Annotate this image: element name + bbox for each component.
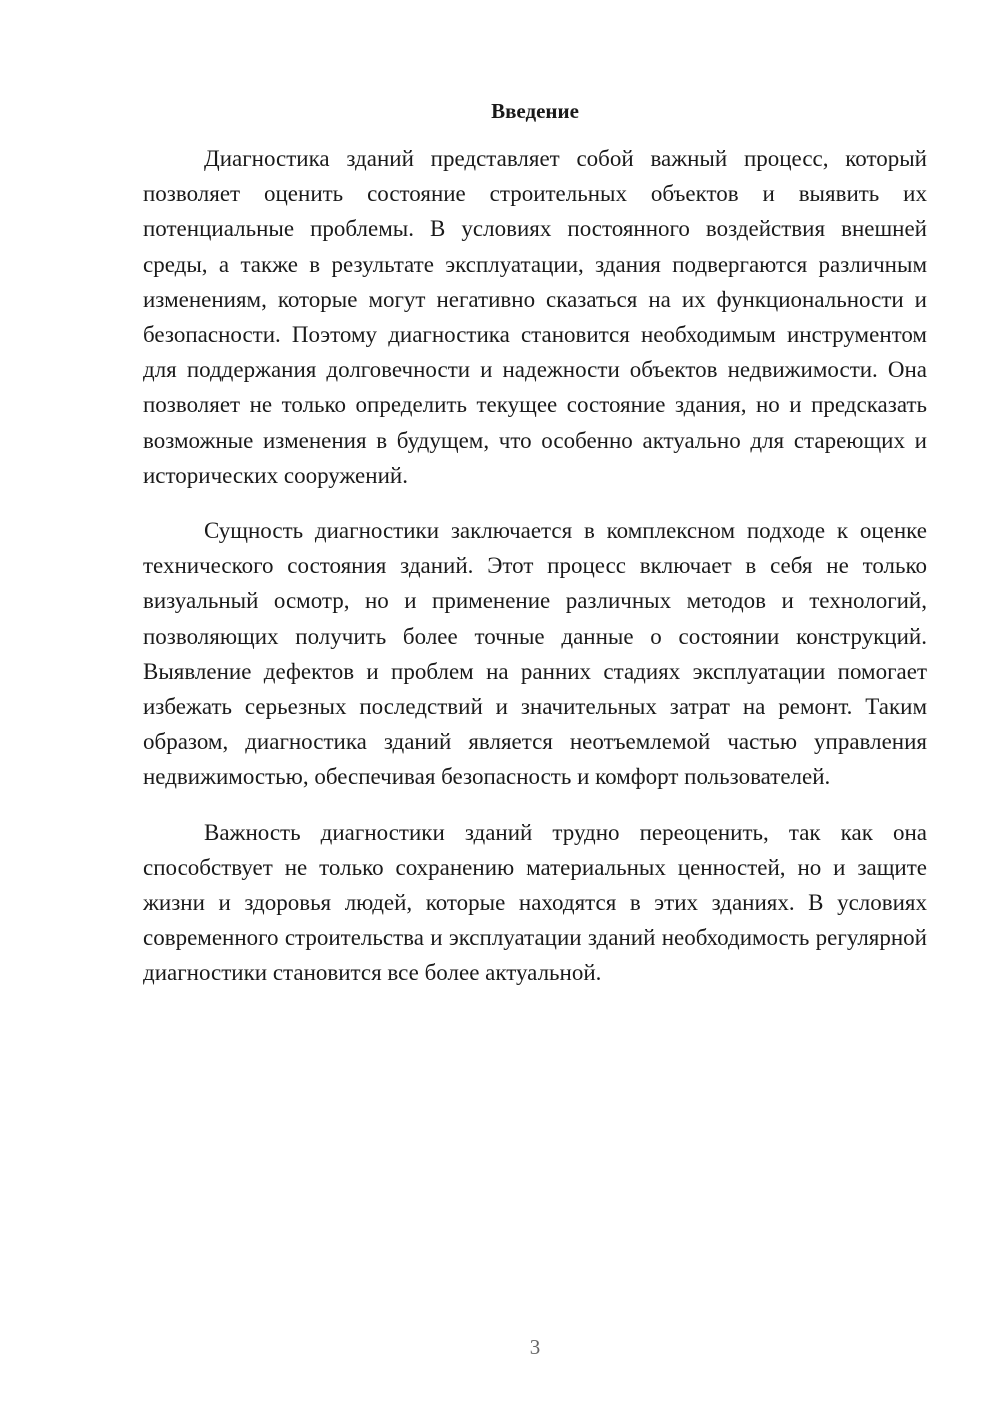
body-text bbox=[143, 141, 927, 1011]
page-number: 3 bbox=[529, 1335, 541, 1359]
paragraph-3: Важность диагностики зданий трудно переоценить, так как она способствует не только сохранению материальных ценностей, но и защите жизни и здоровья людей, которые находятся в этих зданиях. В условиях современного строительства и эксплуатации зданий необходимость регулярной диагностики становится все более актуальной. bbox=[143, 819, 927, 986]
paragraph-2: Сущность диагностики заключается в комплексном подходе к оценке технического состояния зданий. Этот процесс включает в себя не только визуальный осмотр, но и применение различных методов и технологий, позволяющих получить более точные данные о состоянии конструкций. Выявление дефектов и проблем на ранних стадиях эксплуатации помогает избежать серьезных последствий и значительных затрат на ремонт. Таким образом, диагностика зданий является неотъемлемой частью управления недвижимостью, обеспечивая безопасность и комфорт пользователей. bbox=[143, 518, 927, 790]
paragraph-1: Диагностика зданий представляет собой важный процесс, который позволяет оценить состояние строительных объектов и выявить их потенциальные проблемы. В условиях постоянного воздействия внешней среды, а также в результате эксплуатации, здания подвергаются различным изменениям, которые могут негативно сказаться на их функциональности и безопасности. Поэтому диагностика становится необходимым инструментом для поддержания долговечности и надежности объектов недвижимости. Она позволяет не только определить текущее состояние здания, но и предсказать возможные изменения в будущем, что особенно актуально для стареющих и исторических сооружений. bbox=[143, 146, 927, 488]
section-heading: Введение bbox=[491, 99, 579, 123]
